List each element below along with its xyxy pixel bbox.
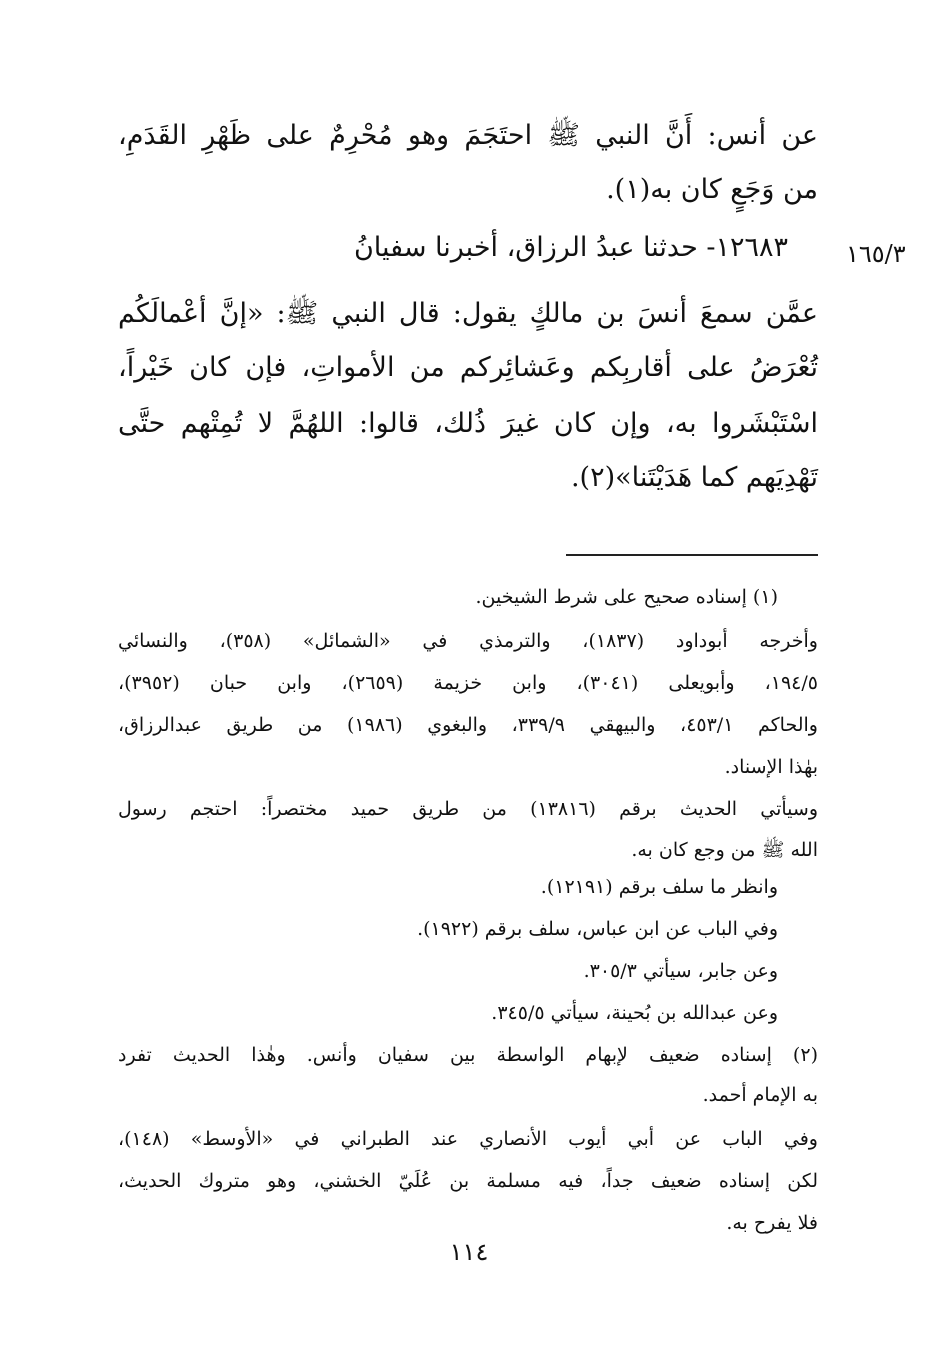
footnote-line: وفي الباب عن أبي أيوب الأنصاري عند الطبراني في «الأوسط» (١٤٨)، bbox=[118, 1128, 818, 1150]
footnote-separator bbox=[566, 554, 818, 556]
body-line-4: عمَّن سمعَ أنسَ بن مالكٍ يقول: قال النبي ﷺ: «إنَّ أعْمالَكُم bbox=[118, 298, 818, 329]
footnote-line: (٢) إسناده ضعيف لإبهام الواسطة بين سفيان وأنس. وهٰذا الحديث تفرد bbox=[118, 1044, 818, 1066]
footnote-line: وفي الباب عن ابن عباس، سلف برقم (١٩٢٢). bbox=[417, 918, 778, 940]
body-line-6: اسْتَبْشَروا به، وإن كان غيرَ ذُلك، قالوا: اللهُمَّ لا تُمِتْهم حتَّى bbox=[118, 408, 818, 439]
footnote-line: وانظر ما سلف برقم (١٢١٩١). bbox=[540, 876, 778, 898]
footnote-line: وعن جابر، سيأتي ٣٠٥/٣. bbox=[583, 960, 778, 982]
footnote-line: وعن عبدالله بن بُحينة، سيأتي ٣٤٥/٥. bbox=[491, 1002, 778, 1024]
hadith-isnad-line: ١٢٦٨٣- حدثنا عبدُ الرزاق، أخبرنا سفيانُ bbox=[353, 232, 788, 263]
footnote-line: ١٩٤/٥، وأبويعلى (٣٠٤١)، وابن خزيمة (٢٦٥٩)، وابن حبان (٣٩٥٢)، bbox=[118, 672, 818, 694]
footnote-line: به الإمام أحمد. bbox=[702, 1084, 818, 1106]
footnote-line: والحاكم ٤٥٣/١، والبيهقي ٣٣٩/٩، والبغوي (١٩٨٦) من طريق عبدالرزاق، bbox=[118, 714, 818, 736]
page-number: ١١٤ bbox=[449, 1238, 489, 1266]
footnote-line: الله ﷺ من وجع كان به. bbox=[631, 839, 818, 861]
margin-reference: ١٦٥/٣ bbox=[846, 240, 906, 268]
body-line-5: تُعْرَضُ على أقاربِكم وعَشائِركم من الأمواتِ، فإن كان خَيْراً، bbox=[118, 352, 818, 383]
footnote-line: فلا يفرح به. bbox=[726, 1212, 818, 1234]
body-line-2: من وَجَعٍ كان به(١). bbox=[606, 174, 818, 205]
footnote-line: وسيأتي الحديث برقم (١٣٨١٦) من طريق حميد مختصراً: احتجم رسول bbox=[118, 798, 818, 820]
footnote-line: (١) إسناده صحيح على شرط الشيخين. bbox=[475, 586, 778, 608]
footnote-line: بهٰذا الإسناد. bbox=[724, 756, 818, 778]
body-line-1: عن أنس: أَنَّ النبي ﷺ احتَجَمَ وهو مُحْرِمٌ على ظَهْرِ القَدَمِ، bbox=[118, 120, 818, 151]
footnote-line: وأخرجه أبوداود (١٨٣٧)، والترمذي في «الشمائل» (٣٥٨)، والنسائي bbox=[118, 630, 818, 652]
body-line-7: تَهْدِيَهم كما هَدَيْتَنا»(٢). bbox=[570, 462, 818, 493]
footnote-line: لكن إسناده ضعيف جداً، فيه مسلمة بن عُلَيّ الخشني، وهو متروك الحديث، bbox=[118, 1170, 818, 1192]
